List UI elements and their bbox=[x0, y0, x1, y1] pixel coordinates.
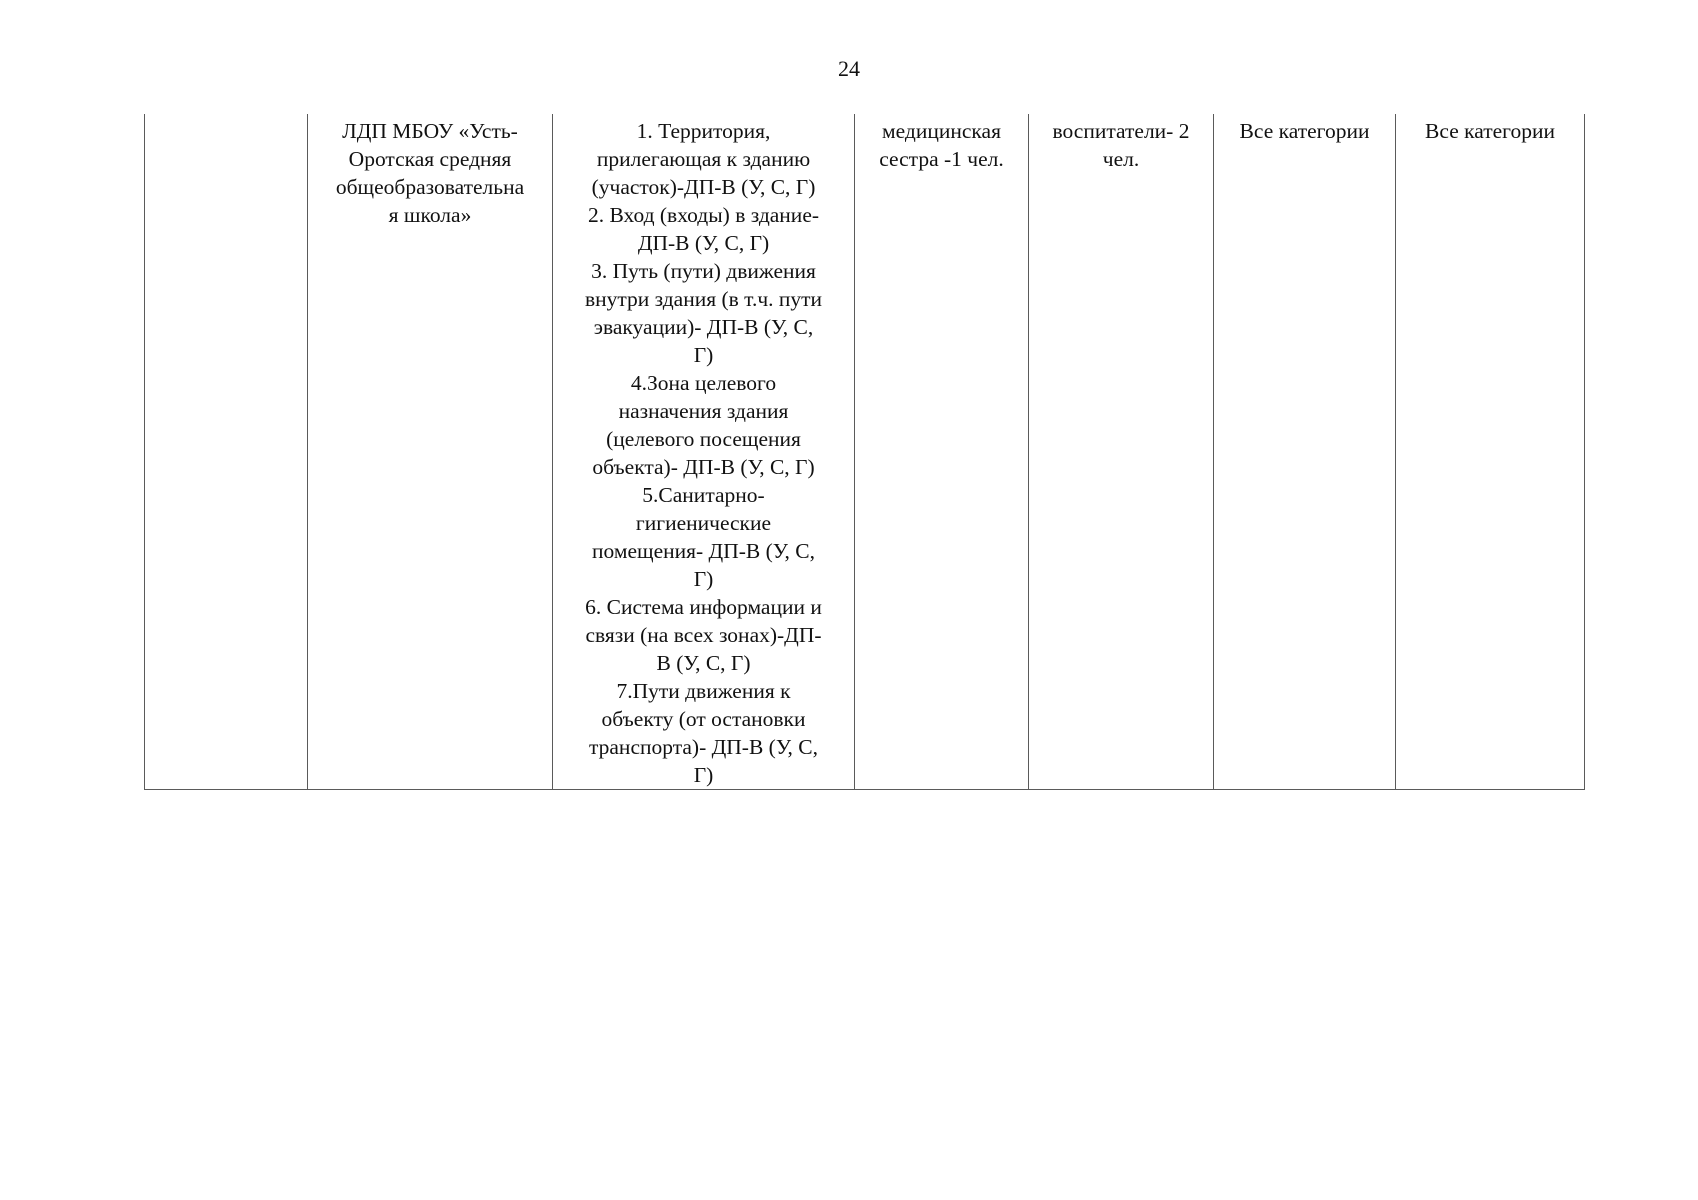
zones-line: Г) bbox=[693, 763, 714, 787]
zones-line: 1. Территория, bbox=[636, 119, 771, 143]
zones-line: Г) bbox=[693, 567, 714, 591]
organization-line: общеобразовательна bbox=[335, 175, 525, 199]
educators-line: чел. bbox=[1102, 147, 1140, 171]
table-cell-educators bbox=[1029, 114, 1214, 790]
zones-line: внутри здания (в т.ч. пути bbox=[584, 287, 823, 311]
table-cell-categories: Все категории bbox=[1214, 114, 1396, 790]
organization-line: Оротская средняя bbox=[348, 147, 512, 171]
zones-line: эвакуации)- ДП-В (У, С, bbox=[593, 315, 814, 339]
zones-line: (целевого посещения bbox=[606, 427, 801, 451]
zones-line: 7.Пути движения к bbox=[616, 679, 791, 703]
accessibility-table bbox=[144, 114, 1585, 790]
zones-line: помещения- ДП-В (У, С, bbox=[592, 539, 815, 563]
table-cell-index bbox=[145, 114, 308, 790]
page-number: 24 bbox=[838, 56, 860, 81]
table-cell-categories-2: Все категории bbox=[1396, 114, 1585, 790]
zones-line: связи (на всех зонах)-ДП- bbox=[585, 623, 822, 647]
zones-line: ДП-В (У, С, Г) bbox=[637, 231, 770, 255]
table-cell-zones bbox=[553, 114, 855, 790]
zones-line: Г) bbox=[693, 343, 714, 367]
educators-line: воспитатели- 2 bbox=[1052, 119, 1190, 143]
zones-line: транспорта)- ДП-В (У, С, bbox=[588, 735, 819, 759]
medical-staff-line: сестра -1 чел. bbox=[879, 147, 1004, 171]
organization-line: я школа» bbox=[388, 203, 472, 227]
table-row bbox=[145, 114, 1585, 790]
zones-line: 2. Вход (входы) в здание- bbox=[587, 203, 820, 227]
zones-line: 6. Система информации и bbox=[585, 595, 822, 619]
zones-line: прилегающая к зданию bbox=[596, 147, 811, 171]
zones-line: назначения здания bbox=[618, 399, 789, 423]
zones-line: В (У, С, Г) bbox=[656, 651, 751, 675]
zones-line: объекта)- ДП-В (У, С, Г) bbox=[592, 455, 815, 479]
zones-line: гигиенические bbox=[635, 511, 772, 535]
organization-line: ЛДП МБОУ «Усть- bbox=[342, 119, 518, 143]
medical-staff-line: медицинская bbox=[882, 119, 1001, 143]
zones-line: 3. Путь (пути) движения bbox=[591, 259, 816, 283]
table-cell-organization bbox=[308, 114, 553, 790]
zones-line: (участок)-ДП-В (У, С, Г) bbox=[591, 175, 816, 199]
zones-line: 5.Санитарно- bbox=[642, 483, 765, 507]
zones-line: объекту (от остановки bbox=[601, 707, 806, 731]
zones-line: 4.Зона целевого bbox=[630, 371, 777, 395]
table-cell-medical-staff bbox=[855, 114, 1029, 790]
